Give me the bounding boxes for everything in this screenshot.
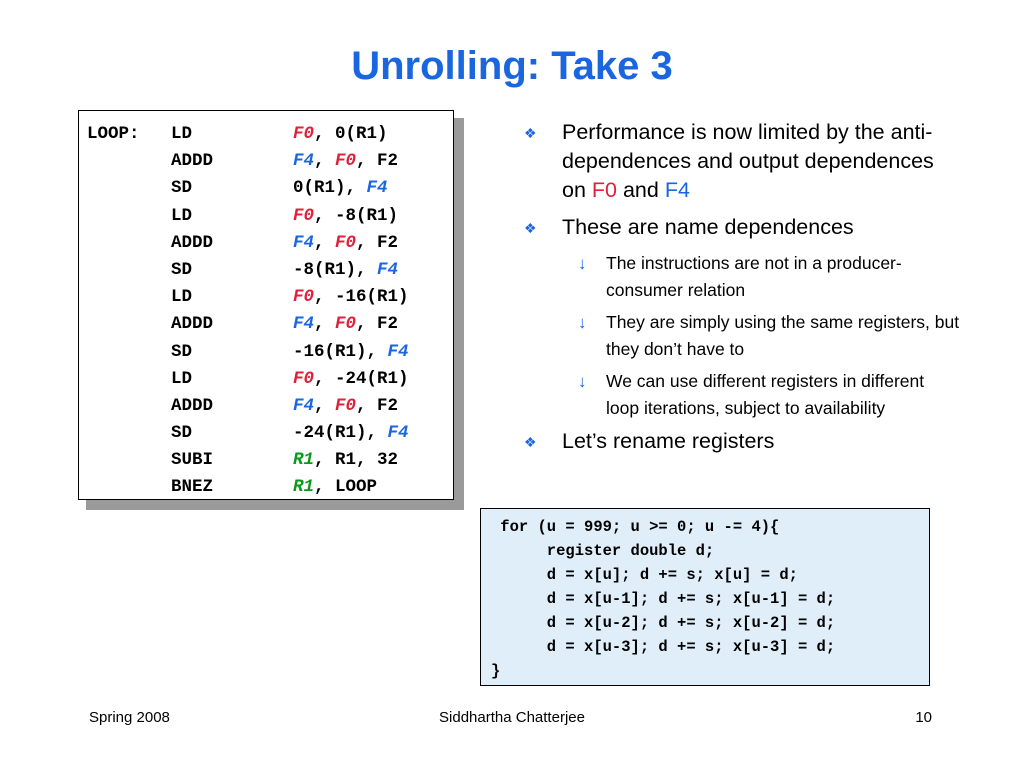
asm-opcode: ADDD	[171, 395, 214, 416]
asm-operands	[293, 203, 398, 230]
asm-operands	[293, 284, 409, 311]
register-highlight: F0	[335, 232, 357, 253]
register-highlight: F0	[591, 178, 617, 202]
text-span: They are simply using the same registers, but they don’t have to	[606, 312, 960, 359]
down-arrow-bullet-icon: ↓	[578, 313, 587, 332]
asm-opcode: ADDD	[171, 232, 214, 253]
slide-title: Unrolling: Take 3	[351, 44, 673, 88]
bullet-item	[520, 213, 960, 242]
bullet-item	[520, 118, 960, 205]
text-span: , -16(R1)	[314, 287, 409, 308]
bullet-item	[520, 427, 960, 456]
asm-opcode: ADDD	[171, 151, 214, 172]
asm-operands	[293, 148, 398, 175]
text-span: ,	[314, 314, 336, 335]
text-span: Let’s rename registers	[562, 429, 775, 453]
asm-label: LOOP:	[87, 124, 140, 144]
assembly-code-box	[78, 110, 454, 500]
text-span: We can use different registers in different loop iterations, subject to availability	[606, 371, 925, 418]
asm-opcode: SD	[171, 341, 193, 362]
down-arrow-bullet-icon: ↓	[578, 254, 587, 273]
asm-operands	[293, 339, 409, 366]
text-span: The instructions are not in a producer-consumer relation	[606, 253, 902, 300]
register-highlight: F0	[293, 124, 315, 144]
register-highlight: F4	[293, 395, 315, 416]
text-span: , LOOP	[314, 477, 378, 498]
asm-operands	[293, 175, 388, 202]
footer-page-number: 10	[915, 709, 932, 726]
footer-author: Siddhartha Chatterjee	[439, 709, 585, 726]
text-span: -24(R1),	[293, 423, 388, 444]
sub-bullet-item	[520, 309, 960, 363]
register-highlight: F0	[293, 287, 315, 308]
text-span: , F2	[356, 232, 399, 253]
text-span: and	[616, 178, 665, 202]
text-span: , F2	[356, 314, 399, 335]
text-span: , R1, 32	[314, 450, 399, 471]
asm-opcode: BNEZ	[171, 477, 214, 498]
diamond-bullet-icon: ❖	[524, 434, 537, 450]
text-span: ,	[314, 151, 336, 172]
register-highlight: F0	[293, 205, 315, 226]
text-span: Performance is now limited by the anti-dependences and output dependences on	[562, 120, 934, 202]
asm-operands	[293, 420, 409, 447]
asm-opcode: SD	[171, 259, 193, 280]
register-highlight: F4	[387, 341, 409, 362]
register-highlight: F4	[387, 423, 409, 444]
footer-date: Spring 2008	[89, 709, 170, 726]
asm-operands	[293, 257, 398, 284]
text-span: ,	[314, 232, 336, 253]
text-span: -8(R1),	[293, 259, 378, 280]
asm-opcode: SUBI	[171, 450, 214, 471]
text-span: , F2	[356, 395, 399, 416]
register-highlight: F0	[335, 395, 357, 416]
asm-opcode: SD	[171, 178, 193, 199]
asm-opcode: LD	[171, 124, 193, 144]
asm-opcode: LD	[171, 205, 193, 226]
asm-opcode: LD	[171, 368, 193, 389]
register-highlight: F4	[366, 178, 388, 199]
diamond-bullet-icon: ❖	[524, 220, 537, 236]
register-highlight: R1	[293, 450, 315, 471]
bullet-list	[520, 118, 960, 464]
text-span: These are name dependences	[562, 215, 854, 239]
text-span: , 0(R1)	[314, 124, 388, 144]
sub-bullet-item	[520, 250, 960, 304]
text-span: ,	[314, 395, 336, 416]
register-highlight: F4	[293, 232, 315, 253]
asm-opcode: LD	[171, 287, 193, 308]
c-code-listing: for (u = 999; u >= 0; u -= 4){ register double d; d = x[u]; d += s; x[u] = d; d = x[u-1]; d += s; x[u-1] = d; d = x[u-2]; d += s; x[u-2] = d; d = x[u-3]; d += s; x[u-3] = d; }	[491, 518, 836, 680]
text-span: 0(R1),	[293, 178, 367, 199]
asm-operands	[293, 366, 409, 393]
asm-operands	[293, 447, 398, 474]
register-highlight: F0	[335, 151, 357, 172]
register-highlight: F4	[377, 259, 399, 280]
register-highlight: F0	[293, 368, 315, 389]
asm-opcode: ADDD	[171, 314, 214, 335]
register-highlight: F4	[293, 151, 315, 172]
text-span: , -24(R1)	[314, 368, 409, 389]
register-highlight: F0	[335, 314, 357, 335]
text-span: , F2	[356, 151, 399, 172]
diamond-bullet-icon: ❖	[524, 125, 537, 141]
down-arrow-bullet-icon: ↓	[578, 372, 587, 391]
asm-operands	[293, 311, 398, 338]
asm-operands	[293, 393, 398, 420]
text-span: -16(R1),	[293, 341, 388, 362]
text-span: , -8(R1)	[314, 205, 399, 226]
sub-bullet-item	[520, 368, 960, 422]
register-highlight: R1	[293, 477, 315, 498]
c-code-box	[480, 508, 930, 686]
asm-operands	[293, 474, 377, 501]
register-highlight: F4	[293, 314, 315, 335]
asm-opcode: SD	[171, 423, 193, 444]
asm-operands	[293, 230, 398, 257]
register-highlight: F4	[664, 178, 690, 202]
asm-operands	[293, 121, 388, 148]
